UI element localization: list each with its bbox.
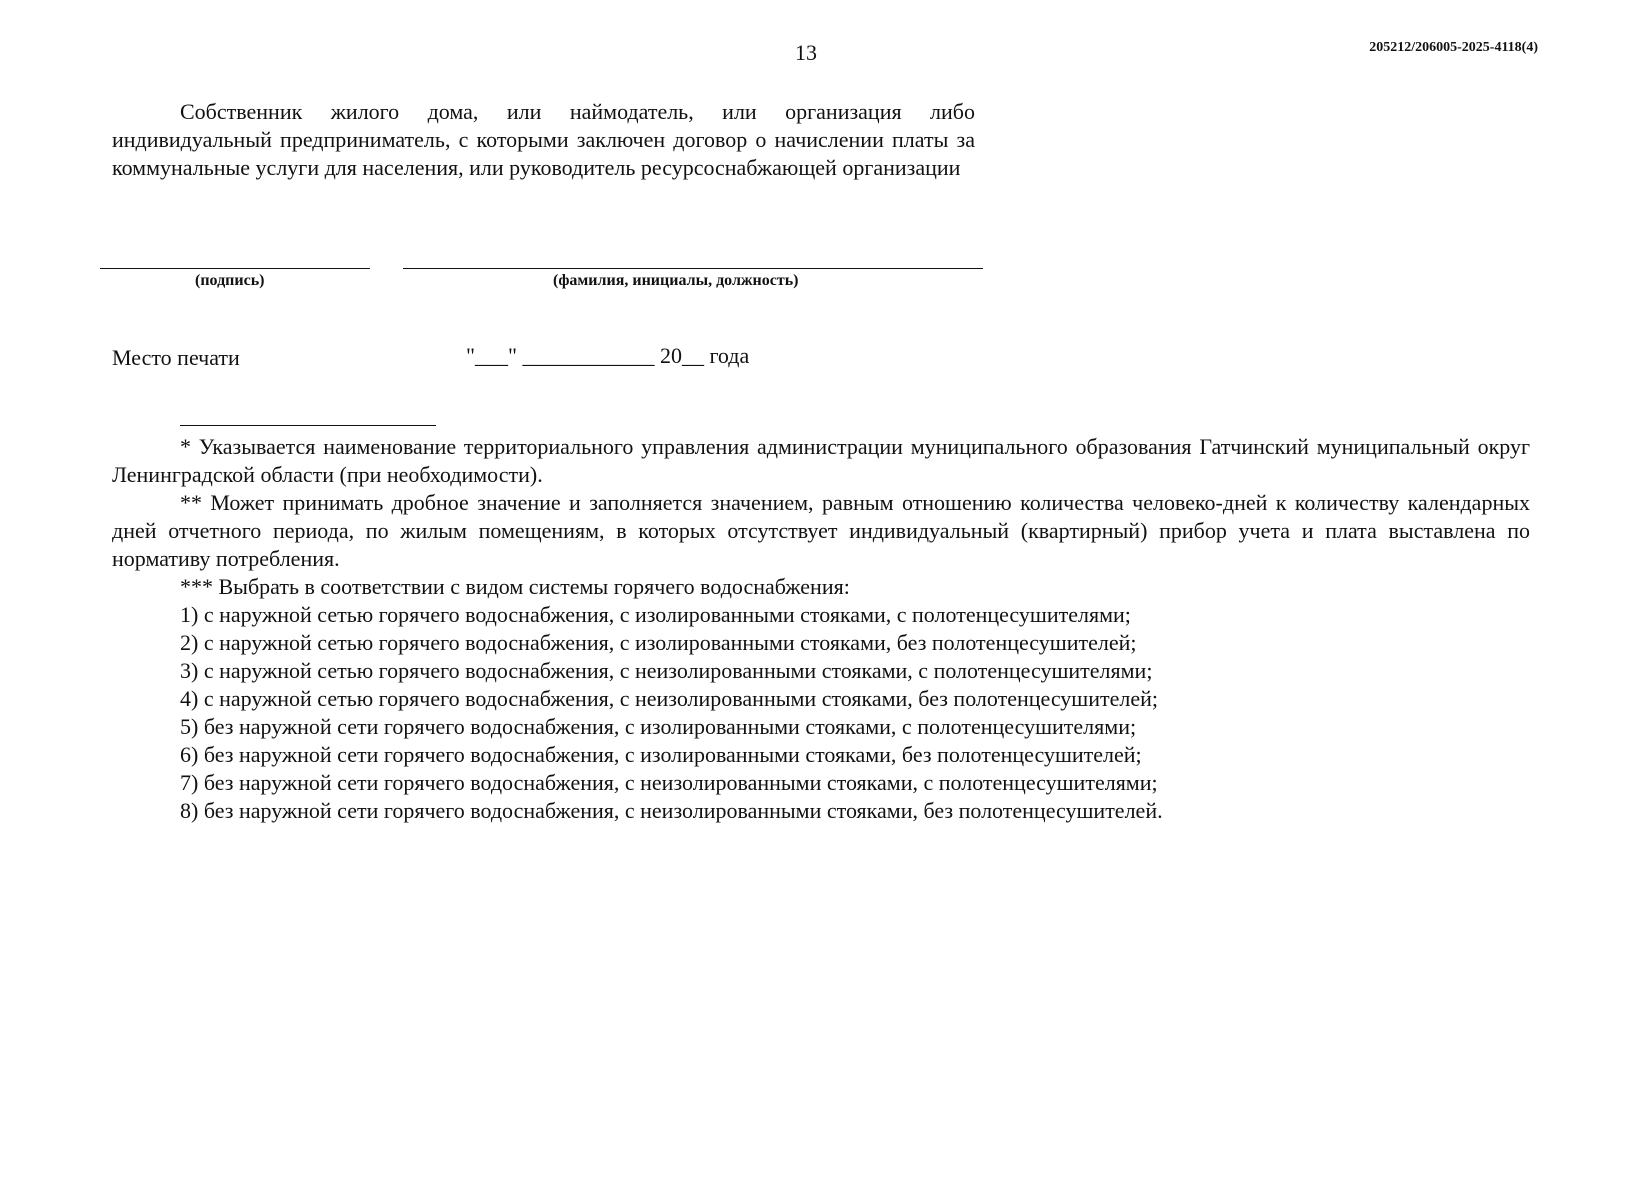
- hot-water-options: [112, 601, 1530, 825]
- list-item: 8) без наружной сети горячего водоснабжения, с неизолированными стояками, без полотенцесушителей.: [180, 798, 1163, 823]
- list-item: 7) без наружной сети горячего водоснабжения, с неизолированными стояками, с полотенцесушителями;: [180, 770, 1158, 795]
- footnotes: [112, 433, 1530, 825]
- document-id: 205212/206005-2025-4118(4): [1369, 40, 1538, 55]
- date-field: "___" ____________ 20__ года: [466, 343, 750, 368]
- stamp-place-label: Место печати: [112, 345, 240, 370]
- name-caption: (фамилия, инициалы, должность): [553, 272, 799, 289]
- footnote-3: *** Выбрать в соответствии с видом системы горячего водоснабжения:: [180, 574, 850, 599]
- signer-description: Собственник жилого дома, или наймодатель, или организация либо индивидуальный предприниматель, с которыми заключен договор о начислении платы за коммунальные услуги для населения, или руководитель ресурсоснабжающей организации: [112, 99, 975, 180]
- signature-line: [100, 268, 370, 269]
- list-item: 6) без наружной сети горячего водоснабжения, с изолированными стояками, без полотенцесушителей;: [180, 742, 1142, 767]
- page-number: 13: [795, 40, 817, 65]
- footnote-1: * Указывается наименование территориального управления администрации муниципального образования Гатчинский муниципальный округ Ленинградской области (при необходимости).: [112, 434, 1530, 487]
- list-item: 4) с наружной сетью горячего водоснабжения, с неизолированными стояками, без полотенцесушителей;: [180, 686, 1159, 711]
- list-item: 1) с наружной сетью горячего водоснабжения, с изолированными стояками, с полотенцесушителями;: [180, 602, 1131, 627]
- list-item: 2) с наружной сетью горячего водоснабжения, с изолированными стояками, без полотенцесушителей;: [180, 630, 1137, 655]
- footnote-separator: [180, 425, 436, 426]
- footnote-2: ** Может принимать дробное значение и заполняется значением, равным отношению количества человеко-дней к количеству календарных дней отчетного периода, по жилым помещениям, в которых отсутствует индивидуальный (квартирный) прибор учета и плата выставлена по нормативу потребления.: [112, 490, 1530, 571]
- list-item: 5) без наружной сети горячего водоснабжения, с изолированными стояками, с полотенцесушителями;: [180, 714, 1137, 739]
- list-item: 3) с наружной сетью горячего водоснабжения, с неизолированными стояками, с полотенцесушителями;: [180, 658, 1153, 683]
- name-line: [403, 268, 983, 269]
- signature-caption: (подпись): [195, 272, 265, 289]
